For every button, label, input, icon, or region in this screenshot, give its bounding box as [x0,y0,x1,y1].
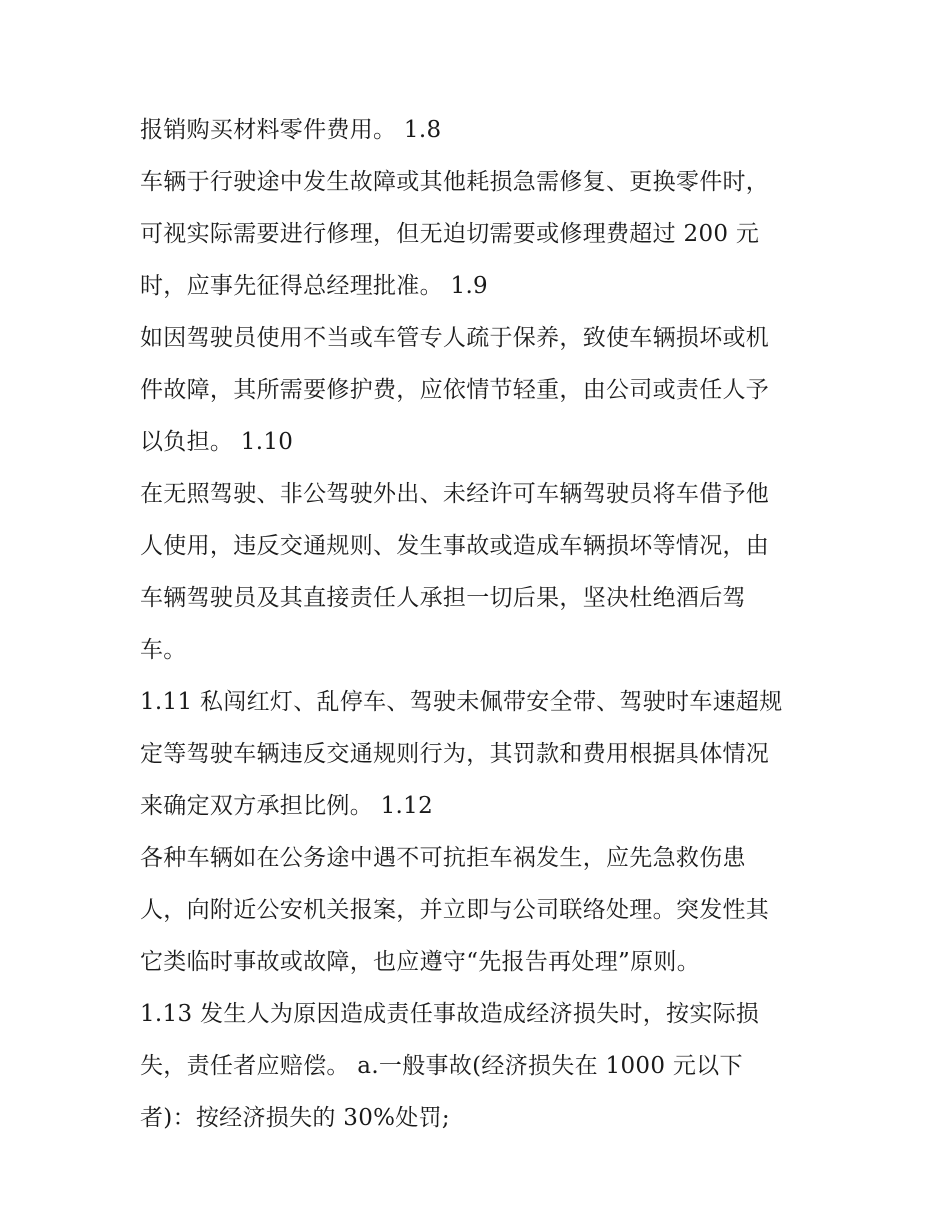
text-line: 车辆于行驶途中发生故障或其他耗损急需修复、更换零件时， [140,169,770,195]
text-line: 报销购买材料零件费用。 1.8 [140,117,442,143]
text-line: 1.11 私闯红灯、乱停车、驾驶未佩带安全带、驾驶时车速超规 [140,689,783,715]
text-line: 件故障，其所需要修护费，应依情节轻重，由公司或责任人予 [140,377,770,403]
text-line: 时，应事先征得总经理批准。 1.9 [140,273,488,299]
text-line: 人，向附近公安机关报案，并立即与公司联络处理。突发性其 [140,897,770,923]
text-line: 定等驾驶车辆违反交通规则行为，其罚款和费用根据具体情况 [140,741,770,767]
text-line: 在无照驾驶、非公驾驶外出、未经许可车辆驾驶员将车借予他 [140,481,770,507]
text-line: 如因驾驶员使用不当或车管专人疏于保养，致使车辆损坏或机 [140,325,770,351]
text-line: 人使用，违反交通规则、发生事故或造成车辆损坏等情况，由 [140,533,770,559]
text-line: 来确定双方承担比例。 1.12 [140,793,434,819]
text-line: 失，责任者应赔偿。 a.一般事故(经济损失在 1000 元以下 [140,1053,743,1079]
text-line: 它类临时事故或故障，也应遵守“先报告再处理”原则。 [140,949,701,975]
text-line: 可视实际需要进行修理，但无迫切需要或修理费超过 200 元 [140,221,760,247]
text-line: 以负担。 1.10 [140,429,294,455]
text-line: 车辆驾驶员及其直接责任人承担一切后果，坚决杜绝酒后驾 [140,585,746,611]
text-line: 各种车辆如在公务途中遇不可抗拒车祸发生，应先急救伤患 [140,845,746,871]
body-text [140,108,840,1148]
text-line: 车。 [140,637,187,663]
text-line: 1.13 发生人为原因造成责任事故造成经济损失时，按实际损 [140,1001,760,1027]
text-line: 者)：按经济损失的 30%处罚; [140,1105,450,1131]
